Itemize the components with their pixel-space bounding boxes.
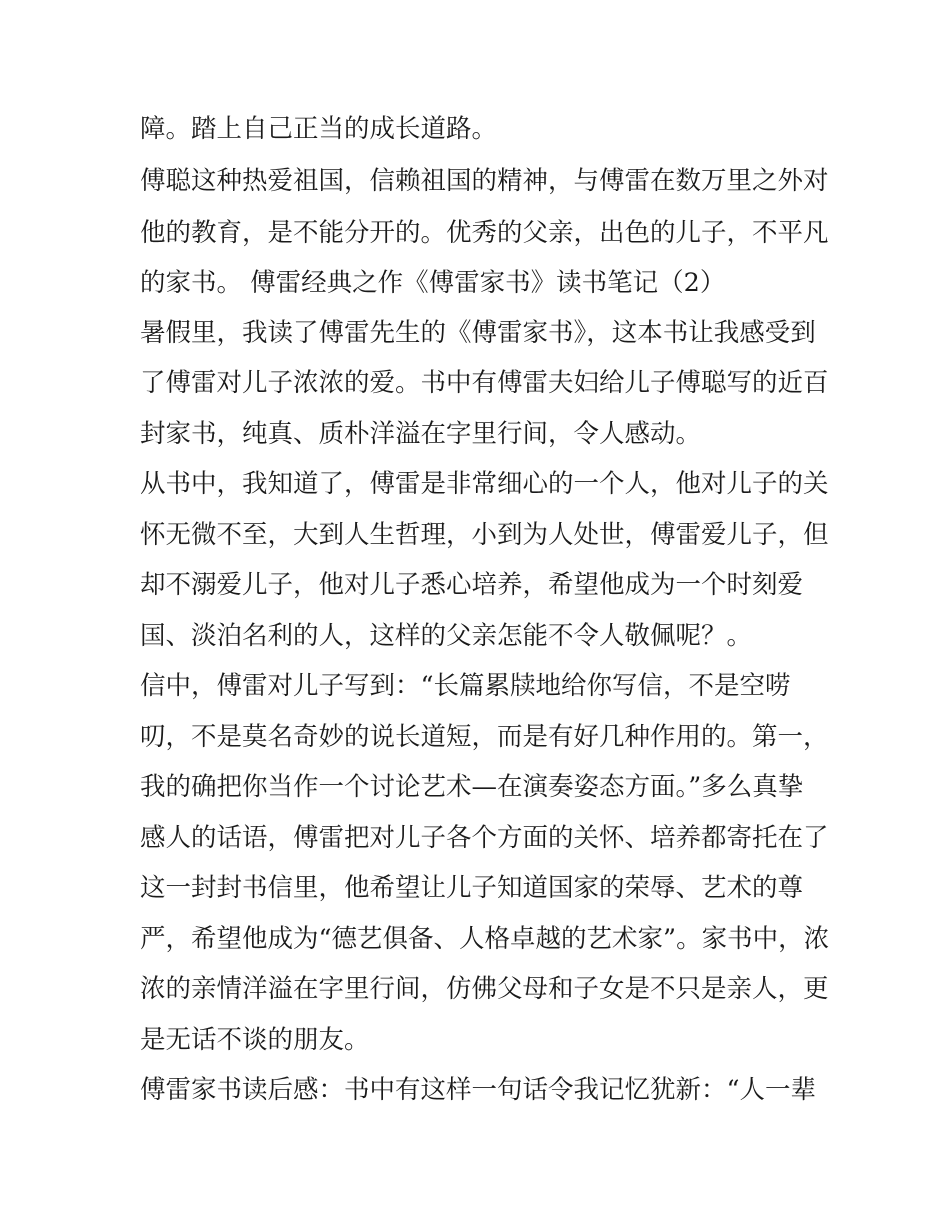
text-line: 这一封封书信里，他希望让儿子知道国家的荣辱、艺术的尊 <box>140 873 804 903</box>
text-line: 却不溺爱儿子，他对儿子悉心培养，希望他成为一个时刻爱 <box>140 570 804 600</box>
text-line: 他的教育，是不能分开的。优秀的父亲，出色的儿子，不平凡 <box>140 218 829 248</box>
text-line: 我的确把你当作一个讨论艺术—在演奏姿态方面。”多么真挚 <box>140 772 804 802</box>
text-line: 从书中，我知道了，傅雷是非常细心的一个人，他对儿子的关 <box>140 469 829 499</box>
text-line: 封家书，纯真、质朴洋溢在字里行间，令人感动。 <box>140 419 702 449</box>
text-line: 傅雷家书读后感：书中有这样一句话令我记忆犹新：“人一辈 <box>140 1075 817 1105</box>
text-line: 的家书。 傅雷经典之作《傅雷家书》读书笔记（2） <box>140 268 726 298</box>
text-line: 浓的亲情洋溢在字里行间，仿佛父母和子女是不只是亲人，更 <box>140 974 829 1004</box>
text-line: 国、淡泊名利的人，这样的父亲怎能不令人敬佩呢？。 <box>140 621 753 651</box>
text-line: 障。踏上自己正当的成长道路。 <box>140 114 498 144</box>
text-line: 了傅雷对儿子浓浓的爱。书中有傅雷夫妇给儿子傅聪写的近百 <box>140 368 829 398</box>
text-line: 叨，不是莫名奇妙的说长道短，而是有好几种作用的。第一， <box>140 722 829 752</box>
text-line: 傅聪这种热爱祖国，信赖祖国的精神，与傅雷在数万里之外对 <box>140 166 829 196</box>
text-line: 信中，傅雷对儿子写到：“长篇累牍地给你写信，不是空唠 <box>140 671 791 701</box>
text-line: 严，希望他成为“德艺俱备、人格卓越的艺术家”。家书中，浓 <box>140 924 830 954</box>
text-line: 怀无微不至，大到人生哲理，小到为人处世，傅雷爱儿子，但 <box>140 520 829 550</box>
text-line: 感人的话语，傅雷把对儿子各个方面的关怀、培养都寄托在了 <box>140 823 829 853</box>
text-line: 暑假里，我读了傅雷先生的《傅雷家书》，这本书让我感受到 <box>140 318 816 348</box>
text-line: 是无话不谈的朋友。 <box>140 1025 370 1055</box>
